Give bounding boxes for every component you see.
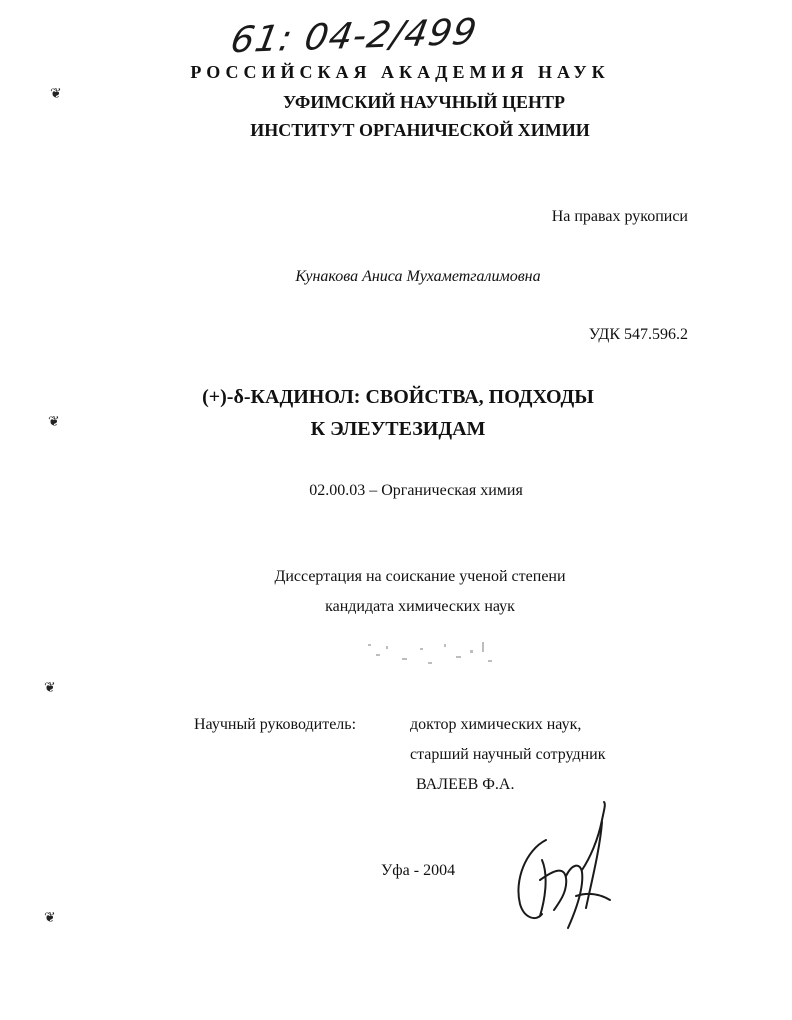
academy-name: РОССИЙСКАЯ АКАДЕМИЯ НАУК [190, 62, 610, 82]
handwritten-signature-icon [506, 800, 626, 936]
city-year: Уфа - 2004 [380, 862, 456, 879]
binding-hole-mark-icon: ❦ [44, 680, 56, 696]
thesis-title-line-2: К ЭЛЕУТЕЗИДАМ [310, 418, 486, 440]
supervisor-degree: доктор химических наук, [410, 716, 582, 733]
binding-hole-mark-icon: ❦ [44, 910, 56, 926]
faint-stamp-icon [362, 636, 502, 676]
supervisor-name: ВАЛЕЕВ Ф.А. [416, 776, 515, 793]
thesis-degree-line-2: кандидата химических наук [325, 598, 515, 615]
author-name: Кунакова Аниса Мухаметгалимовна [295, 268, 541, 285]
supervisor-position: старший научный сотрудник [410, 746, 606, 763]
binding-hole-mark-icon: ❦ [50, 86, 62, 102]
rights-note: На правах рукописи [551, 208, 688, 225]
thesis-degree-line-1: Диссертация на соискание ученой степени [274, 568, 566, 585]
udk-code: УДК 547.596.2 [588, 326, 688, 343]
specialty-code: 02.00.03 – Органическая химия [309, 482, 523, 499]
thesis-title-line-1: (+)-δ-КАДИНОЛ: СВОЙСТВА, ПОДХОДЫ [202, 386, 594, 408]
scientific-center-name: УФИМСКИЙ НАУЧНЫЙ ЦЕНТР [283, 92, 565, 112]
supervisor-label: Научный руководитель: [194, 716, 357, 733]
institute-name: ИНСТИТУТ ОРГАНИЧЕСКОЙ ХИМИИ [250, 120, 590, 140]
binding-hole-mark-icon: ❦ [48, 414, 60, 430]
archive-code-handwritten: 61: 04-2/499 [227, 11, 481, 62]
